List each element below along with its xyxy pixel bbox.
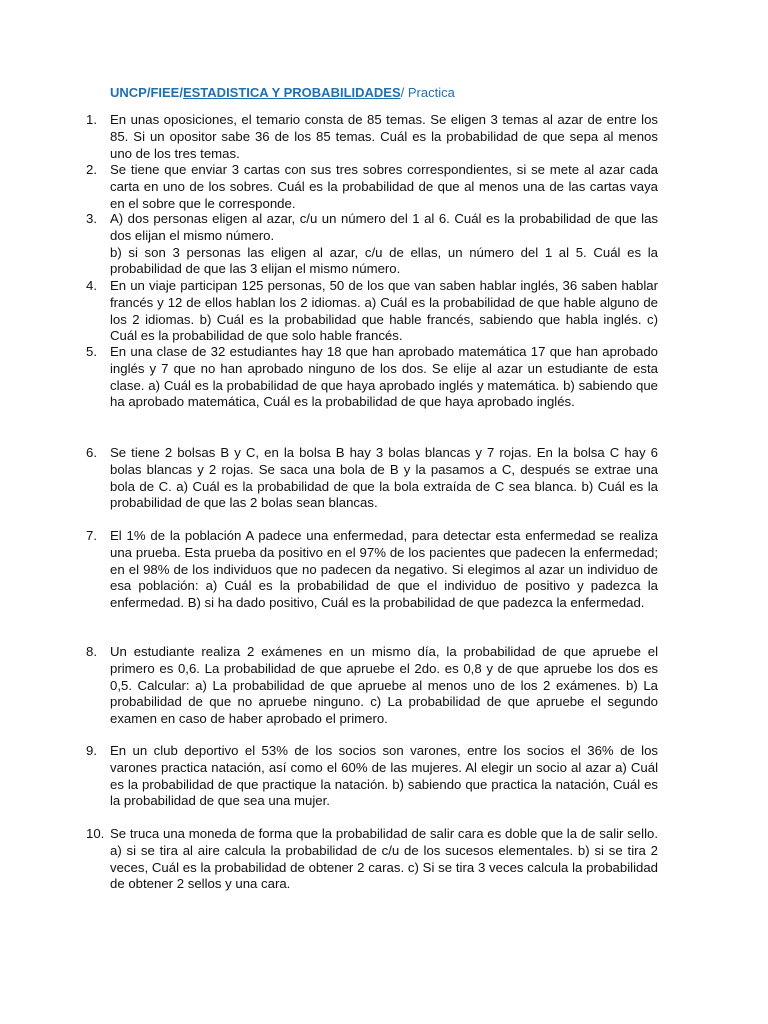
exercise-number: 6. bbox=[86, 445, 97, 460]
exercise-item-7 bbox=[86, 528, 658, 612]
exercise-text-part-b: b) si son 3 personas las eligen al azar, c/u de ellas, un número del 1 al 5. Cuál es la probabilidad de que las 3 elijan el mismo número. bbox=[110, 244, 658, 277]
exercise-number: 9. bbox=[86, 743, 97, 758]
exercise-item-2 bbox=[86, 162, 658, 212]
exercise-item-3 bbox=[86, 211, 658, 278]
exercise-item-1 bbox=[86, 112, 658, 162]
exercise-item-4 bbox=[86, 278, 658, 345]
header-practica: / Practica bbox=[400, 85, 455, 100]
exercise-text: En una clase de 32 estudiantes hay 18 que han aprobado matemática 17 que han aprobado inglés y 7 que no han aprobado ninguno de los dos. Se elije al azar un estudiante de esta clase. a) Cuál es la probabilidad de que haya aprobado inglés y matemática. b) sabiendo que ha aprobado matemática, Cuál es la probabilidad de que haya aprobado inglés. bbox=[110, 344, 658, 410]
exercise-text: El 1% de la población A padece una enfermedad, para detectar esta enfermedad se realiza una prueba. Esta prueba da positivo en el 97% de los pacientes que padecen la enfermedad; en el 98% de los individuos que no padecen da negativo. Si elegimos al azar un individuo de esa población: a) Cuál es la probabilidad de que el individuo de positivo y padezca la enfermedad. B) si ha dado positivo, Cuál es la probabilidad de que padezca la enfermedad. bbox=[110, 528, 658, 611]
exercise-text: En un viaje participan 125 personas, 50 de los que van saben hablar inglés, 36 saben hablar francés y 12 de ellos hablan los 2 idiomas. a) Cuál es la probabilidad de que hable alguno de los 2 idiomas. b) Cuál es la probabilidad que hable francés, sabiendo que habla inglés. c) Cuál es la probabilidad de que solo hable francés. bbox=[110, 278, 658, 344]
exercise-item-9 bbox=[86, 743, 658, 810]
exercise-text: Se tiene que enviar 3 cartas con sus tres sobres correspondientes, si se mete al azar cada carta en uno de los sobres. Cuál es la probabilidad de que al menos una de las cartas vaya en el sobre que le corresponde. bbox=[110, 162, 658, 211]
exercise-text: A) dos personas eligen al azar, c/u un número del 1 al 6. Cuál es la probabilidad de que las dos elijan el mismo número. bbox=[110, 211, 658, 243]
exercise-item-6 bbox=[86, 445, 658, 512]
header-path: UNCP/FIEE/ bbox=[110, 85, 183, 100]
exercise-number: 2. bbox=[86, 162, 97, 177]
header-course-link[interactable]: ESTADISTICA Y PROBABILIDADES bbox=[182, 85, 401, 100]
exercise-text: Se truca una moneda de forma que la probabilidad de salir cara es doble que la de salir sello. a) si se tira al aire calcula la probabilidad de c/u de los sucesos elementales. b) si se tira 2 veces, Cuál es la probabilidad de obtener 2 caras. c) Si se tira 3 veces calcula la probabilidad de obtener 2 sellos y una cara. bbox=[110, 826, 658, 892]
exercise-item-10 bbox=[86, 826, 658, 893]
exercise-number: 7. bbox=[86, 528, 97, 543]
exercise-number: 4. bbox=[86, 278, 97, 293]
exercise-text: En un club deportivo el 53% de los socios son varones, entre los socios el 36% de los varones practica natación, así como el 60% de las mujeres. Al elegir un socio al azar a) Cuál es la probabilidad de que practique la natación. b) sabiendo que practica la natación, Cuál es la probabilidad de que sea una mujer. bbox=[110, 743, 658, 809]
exercise-text: Un estudiante realiza 2 exámenes en un mismo día, la probabilidad de que apruebe el primero es 0,6. La probabilidad de que apruebe el 2do. es 0,8 y de que apruebe los dos es 0,5. Calcular: a) La probabilidad de que apruebe al menos uno de los 2 exámenes. b) La probabilidad de que no apruebe ninguno. c) La probabilidad de que apruebe el segundo examen en caso de haber aprobado el primero. bbox=[110, 644, 658, 727]
exercise-number: 1. bbox=[86, 112, 97, 127]
exercise-item-5 bbox=[86, 344, 658, 411]
exercise-number: 8. bbox=[86, 644, 97, 659]
exercise-text: Se tiene 2 bolsas B y C, en la bolsa B hay 3 bolas blancas y 7 rojas. En la bolsa C hay 6 bolas blancas y 2 rojas. Se saca una bola de B y la pasamos a C, después se extrae una bola de C. a) Cuál es la probabilidad de que la bola extraída de C sea blanca. b) Cuál es la probabilidad de que las 2 bolas sean blancas. bbox=[110, 445, 658, 511]
exercise-number: 5. bbox=[86, 344, 97, 359]
page-header bbox=[110, 84, 455, 102]
exercise-number: 10. bbox=[86, 826, 105, 841]
exercise-text: En unas oposiciones, el temario consta de 85 temas. Se eligen 3 temas al azar de entre los 85. Si un opositor sabe 36 de los 85 temas. Cuál es la probabilidad de que sepa al menos uno de los tres temas. bbox=[110, 112, 658, 161]
exercise-item-8 bbox=[86, 644, 658, 728]
exercise-number: 3. bbox=[86, 211, 97, 226]
